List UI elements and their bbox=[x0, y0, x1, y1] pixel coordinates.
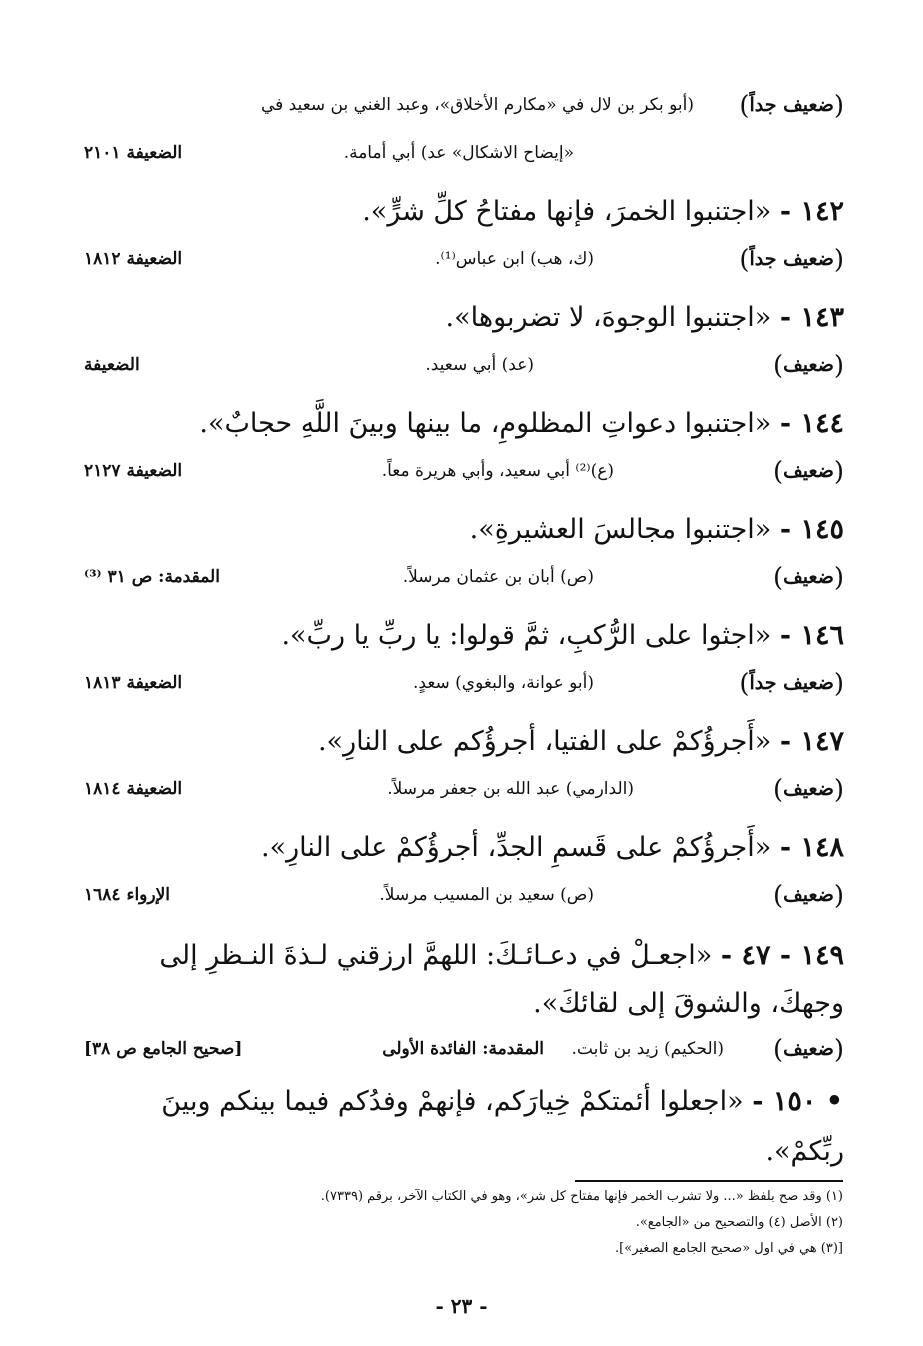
hadith-text bbox=[84, 722, 844, 762]
hadith-text bbox=[84, 404, 844, 444]
grade-label: (ضعيف) bbox=[772, 881, 844, 911]
hadith-body: «اجتنبوا الوجوهَ، لا تضربوها». bbox=[445, 302, 772, 333]
hadith-body: «اجتنبوا مجالسَ العشيرةِ». bbox=[469, 514, 772, 545]
hadith-text bbox=[84, 828, 844, 868]
hadith-text bbox=[113, 1082, 843, 1122]
hadith-text bbox=[84, 192, 844, 232]
page-number: - ٢٣ - bbox=[435, 1294, 488, 1318]
hadith-body: «اجعـلْ في دعـائـكَ: اللهمَّ ارزقني لـذةَ النـظرِ إلى bbox=[159, 940, 713, 971]
entry-meta bbox=[84, 1034, 844, 1064]
entry-meta bbox=[84, 350, 844, 380]
hadith-body-line2: ربِّكمْ». bbox=[765, 1136, 844, 1167]
grade-label: (ضعيف جداً) bbox=[739, 91, 844, 121]
footnote-2: (٢) الأصل (٤) والتصحيح من «الجامع». bbox=[635, 1215, 843, 1230]
hadith-number: ١٤٥ - bbox=[779, 514, 844, 545]
hadith-body: «أَجرؤُكمْ على الفتيا، أجرؤُكم على النارِ». bbox=[317, 726, 772, 757]
hadith-text bbox=[84, 616, 844, 656]
footnote-3: [(٣) هي في اول «صحيح الجامع الصغير»]. bbox=[615, 1241, 843, 1256]
grade-label: (ضعيف) bbox=[772, 351, 844, 381]
entry-meta bbox=[84, 244, 844, 274]
source-line2: «إيضاح الاشكال» عد) أبي أمامة. bbox=[343, 143, 574, 163]
source: (أبو عوانة، والبغوي) سعدٍ. bbox=[413, 673, 594, 693]
grade-label: (ضعيف جداً) bbox=[739, 669, 844, 699]
reference: الضعيفة ١٨١٣ bbox=[84, 673, 183, 693]
hadith-body: «اجعلوا أئمتكمْ خِيارَكم، فإنهمْ وفدُكم فيما بينكم وبينَ bbox=[161, 1086, 744, 1117]
reference: الضعيفة ٢١٠١ bbox=[84, 143, 183, 163]
footnote-1: (١) وقد صح بلفظ «... ولا تشرب الخمر فإنها مفتاح كل شر»، وهو في الكتاب الآخر، برقم (٧٣٣٩). bbox=[320, 1189, 843, 1204]
hadith-body-line2: وجهكَ، والشوقَ إلى لقائكَ». bbox=[533, 988, 844, 1019]
source: (عد) أبي سعيد. bbox=[425, 355, 534, 375]
hadith-text-line2 bbox=[84, 1132, 844, 1172]
hadith-number: ١٤٧ - bbox=[779, 726, 844, 757]
entry-meta bbox=[84, 774, 844, 804]
entry-meta bbox=[84, 562, 844, 592]
hadith-text bbox=[84, 298, 844, 338]
hadith-number: ١٤٩ - ٤٧ - bbox=[720, 940, 844, 971]
entry-meta bbox=[84, 456, 844, 486]
entry-meta-line2 bbox=[84, 138, 844, 168]
hadith-number: ١٤٣ - bbox=[779, 302, 844, 333]
hadith-number: • ١٥٠ - bbox=[752, 1086, 843, 1117]
hadith-text bbox=[84, 510, 844, 550]
reference: الضعيفة ٢١٢٧ bbox=[84, 461, 183, 481]
reference: الضعيفة ١٨١٢ bbox=[84, 249, 183, 269]
hadith-body: «أَجرؤُكمْ على قَسمِ الجدِّ، أجرؤُكمْ على النارِ». bbox=[261, 832, 772, 863]
entry-meta bbox=[84, 668, 844, 698]
reference: الإرواء ١٦٨٤ bbox=[84, 885, 171, 905]
footnote-divider bbox=[575, 1180, 843, 1182]
reference: المقدمة: ص ٣١ ⁽³⁾ bbox=[84, 567, 220, 587]
grade-label: (ضعيف جداً) bbox=[739, 245, 844, 275]
hadith-number: ١٤٢ - bbox=[779, 196, 844, 227]
grade-label: (ضعيف) bbox=[772, 1035, 844, 1065]
entry-meta bbox=[84, 90, 844, 120]
reference: الضعيفة bbox=[84, 355, 140, 375]
reference: الضعيفة ١٨١٤ bbox=[84, 779, 183, 799]
reference: [صحيح الجامع ص ٣٨] bbox=[84, 1039, 243, 1059]
hadith-number: ١٤٦ - bbox=[779, 620, 844, 651]
source: (ع)⁽²⁾ أبي سعيد، وأبي هريرة معاً. bbox=[381, 461, 614, 481]
hadith-number: ١٤٨ - bbox=[779, 832, 844, 863]
hadith-body: «اجتنبوا الخمرَ، فإنها مفتاحُ كلِّ شرٍّ». bbox=[362, 196, 772, 227]
source: (ص) أبان بن عثمان مرسلاً. bbox=[402, 567, 594, 587]
hadith-text bbox=[84, 936, 844, 976]
source: (أبو بكر بن لال في «مكارم الأخلاق»، وعبد الغني بن سعيد في bbox=[260, 95, 694, 115]
hadith-body: «اجثوا على الرُّكبِ، ثمَّ قولوا: يا ربِّ يا ربِّ». bbox=[281, 620, 772, 651]
grade-label: (ضعيف) bbox=[772, 457, 844, 487]
entry-meta bbox=[84, 880, 844, 910]
source: (ص) سعيد بن المسيب مرسلاً. bbox=[379, 885, 594, 905]
grade-label: (ضعيف) bbox=[772, 563, 844, 593]
reference-intro: المقدمة: الفائدة الأولى bbox=[382, 1039, 544, 1059]
hadith-body: «اجتنبوا دعواتِ المظلومِ، ما بينها وبينَ اللَّهِ حجابٌ». bbox=[199, 408, 772, 439]
grade-label: (ضعيف) bbox=[772, 775, 844, 805]
source: (الدارمي) عبد الله بن جعفر مرسلاً. bbox=[387, 779, 634, 799]
source: (الحكيم) زيد بن ثابت. bbox=[571, 1039, 724, 1059]
hadith-text-line2 bbox=[84, 984, 844, 1024]
source: (ك، هب) ابن عباس⁽¹⁾. bbox=[435, 249, 594, 269]
hadith-number: ١٤٤ - bbox=[779, 408, 844, 439]
